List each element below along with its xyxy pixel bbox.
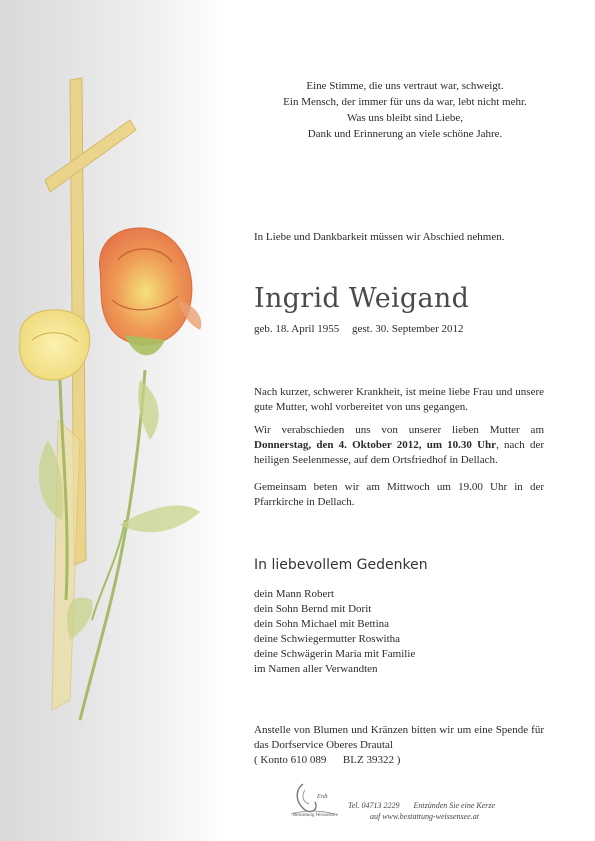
funeral-text-before: Wir verabschieden uns von unserer lieben Mutter am <box>254 424 544 436</box>
rose-and-cross-illustration <box>0 0 225 841</box>
mourner-line: dein Mann Robert <box>254 588 335 600</box>
mourner-line: im Namen aller Verwandten <box>254 663 378 675</box>
poem-line: Dank und Erinnerung an viele schöne Jahre. <box>307 128 503 140</box>
mourner-line: dein Sohn Michael mit Bettina <box>254 618 390 630</box>
watercolor-rose-cross-artwork <box>0 0 225 841</box>
funeral-date-time: Donnerstag, den 4. Oktober 2012, um 10.30 Uhr <box>254 439 497 451</box>
birth-date: geb. 18. April 1955 <box>254 323 340 335</box>
funeral-text-after: , nach der heiligen Seelenmesse, auf dem Ortsfriedhof in Dellach. <box>254 439 544 466</box>
bank-account: ( Konto 610 089 BLZ 39322 ) <box>254 754 401 766</box>
prayer-announcement: Gemeinsam beten wir am Mittwoch um 19.00 Uhr in der Pfarrkirche in Dellach. <box>254 481 544 508</box>
funeral-home-logo <box>285 780 345 825</box>
passing-announcement: Nach kurzer, schwerer Krankheit, ist meine liebe Frau und unsere gute Mutter, wohl vorbereitet von uns gegangen. <box>254 386 544 413</box>
farewell-intro: In Liebe und Dankbarkeit müssen wir Abschied nehmen. <box>254 231 505 243</box>
death-date: gest. 30. September 2012 <box>352 323 464 335</box>
funeral-home-footer <box>285 780 545 825</box>
yellow-rose-bud <box>20 310 90 380</box>
phone-number: Tel. 04713 2229 <box>348 801 400 810</box>
poem-line: Eine Stimme, die uns vertraut war, schweigt. <box>306 80 504 92</box>
website-link[interactable]: auf www.bestattung-weissensee.at <box>370 812 479 821</box>
poem-line: Ein Mensch, der immer für uns da war, lebt nicht mehr. <box>283 96 527 108</box>
memory-heading: In liebevollem Gedenken <box>254 557 428 573</box>
poem-line: Was uns bleibt sind Liebe, <box>346 112 464 124</box>
logo-family-name: Erdt <box>317 794 328 800</box>
funeral-details <box>254 423 544 468</box>
mourner-line: dein Sohn Bernd mit Dorit <box>254 603 372 615</box>
mourners-list <box>254 587 415 677</box>
opening-poem <box>240 78 570 142</box>
mourner-line: deine Schwiegermutter Roswitha <box>254 633 401 645</box>
candle-invitation: Entzünden Sie eine Kerze <box>413 801 496 810</box>
funeral-home-contact <box>348 800 495 822</box>
candle-flame-logo-icon <box>285 780 345 825</box>
logo-company-name: Bestattung Weissensee <box>293 813 338 818</box>
mourner-line: deine Schwägerin Maria mit Familie <box>254 648 416 660</box>
donation-request <box>254 723 544 768</box>
orange-rose-bloom <box>100 228 202 355</box>
deceased-name: Ingrid Weigand <box>254 283 470 314</box>
life-dates <box>254 323 464 335</box>
donation-text: Anstelle von Blumen und Kränzen bitten wir um eine Spende für das Dorfservice Oberes Drautal <box>254 724 544 751</box>
